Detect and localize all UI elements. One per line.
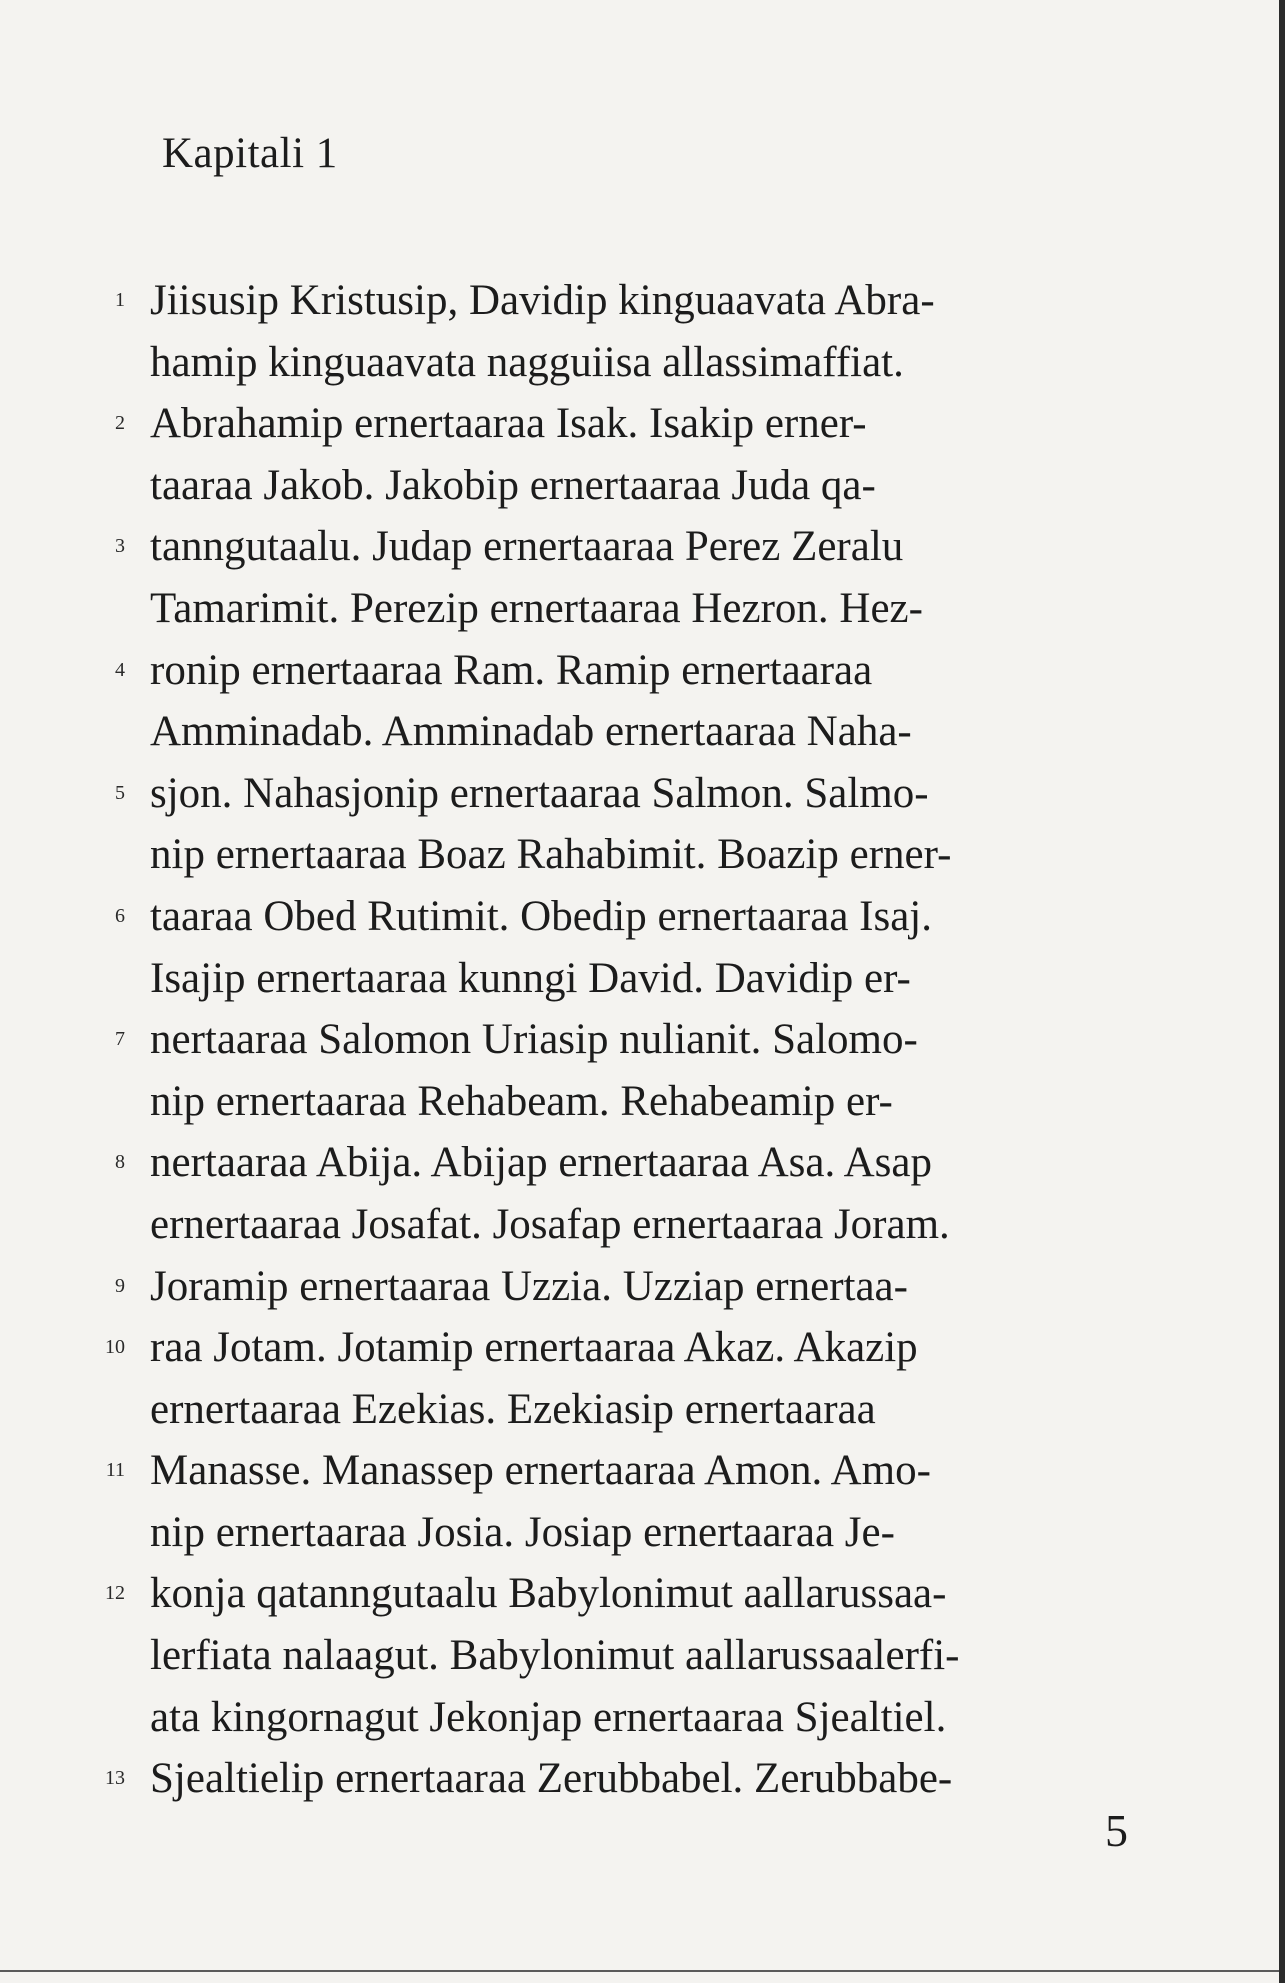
verse-number: 5 [115, 781, 125, 804]
text-line [115, 1132, 1110, 1194]
line-text: nip ernertaaraa Rehabeam. Rehabeamip er- [150, 1077, 893, 1125]
verse-text-block [105, 270, 1110, 1810]
text-line [150, 1625, 1110, 1687]
line-text: nip ernertaaraa Josia. Josiap ernertaaraa Je- [150, 1508, 895, 1556]
verse-number: 10 [105, 1336, 125, 1359]
text-line [105, 1440, 1110, 1502]
text-line [150, 948, 1110, 1010]
text-line [115, 886, 1110, 948]
text-line [150, 824, 1110, 886]
page-edge [1279, 0, 1285, 1983]
line-text: Tamarimit. Perezip ernertaaraa Hezron. Hez- [150, 584, 923, 632]
text-line [150, 1687, 1110, 1749]
text-line [115, 1256, 1110, 1318]
text-line [150, 1502, 1110, 1564]
chapter-title: Kapitali 1 [162, 130, 338, 177]
text-line [150, 1071, 1110, 1133]
verse-number: 4 [115, 658, 125, 681]
text-line [150, 455, 1110, 517]
verse-number: 3 [115, 535, 125, 558]
verse-number: 2 [115, 412, 125, 435]
line-text: nertaaraa Salomon Uriasip nulianit. Salomo- [150, 1016, 918, 1064]
line-text: hamip kinguaavata nagguiisa allassimaffiat. [150, 338, 904, 386]
line-text: tanngutaalu. Judap ernertaaraa Perez Zeralu [150, 523, 904, 571]
line-text: Abrahamip ernertaaraa Isak. Isakip erner- [150, 400, 867, 448]
verse-number: 11 [105, 1459, 125, 1482]
text-line [105, 1563, 1110, 1625]
line-text: taaraa Jakob. Jakobip ernertaaraa Juda qa- [150, 461, 876, 509]
line-text: Amminadab. Amminadab ernertaaraa Naha- [150, 708, 912, 756]
line-text: Sjealtielip ernertaaraa Zerubbabel. Zerubbabe- [150, 1755, 953, 1803]
text-line [150, 701, 1110, 763]
text-line [105, 1317, 1110, 1379]
line-text: nertaaraa Abija. Abijap ernertaaraa Asa. Asap [150, 1139, 932, 1187]
line-text: raa Jotam. Jotamip ernertaaraa Akaz. Akazip [150, 1324, 918, 1372]
bottom-rule [0, 1970, 1285, 1972]
verse-number: 1 [115, 289, 125, 311]
verse-number: 12 [105, 1582, 125, 1605]
page-number: 5 [1105, 1805, 1128, 1856]
text-line [115, 1009, 1110, 1071]
line-text: Jiisusip Kristusip, Davidip kinguaavata Abra- [150, 277, 935, 324]
line-text: Isajip ernertaaraa kunngi David. Davidip er- [150, 954, 911, 1002]
text-line [115, 763, 1110, 825]
line-text: lerfiata nalaagut. Babylonimut aallarussaalerfi- [150, 1632, 960, 1680]
text-line [115, 640, 1110, 702]
verse-number: 13 [105, 1767, 125, 1790]
line-text: ronip ernertaaraa Ram. Ramip ernertaaraa [150, 646, 873, 694]
text-line [115, 270, 1110, 332]
line-text: Joramip ernertaaraa Uzzia. Uzziap ernertaa- [150, 1262, 908, 1310]
line-text: ernertaaraa Ezekias. Ezekiasip ernertaaraa [150, 1385, 876, 1433]
verse-number: 8 [115, 1151, 125, 1174]
verse-number: 9 [115, 1274, 125, 1297]
text-line [150, 1194, 1110, 1256]
text-line [105, 1748, 1110, 1810]
text-line [150, 1379, 1110, 1441]
text-line [150, 332, 1110, 394]
line-text: Manasse. Manassep ernertaaraa Amon. Amo- [150, 1447, 931, 1495]
line-text: ata kingornagut Jekonjap ernertaaraa Sjealtiel. [150, 1693, 947, 1741]
line-text: taaraa Obed Rutimit. Obedip ernertaaraa Isaj. [150, 892, 932, 940]
text-line [115, 516, 1110, 578]
text-line [115, 393, 1110, 455]
line-text: konja qatanngutaalu Babylonimut aallarussaa- [150, 1570, 947, 1618]
verse-number: 6 [115, 904, 125, 927]
line-text: nip ernertaaraa Boaz Rahabimit. Boazip erner- [150, 831, 952, 879]
verse-number: 7 [115, 1028, 125, 1051]
line-text: ernertaaraa Josafat. Josafap ernertaaraa Joram. [150, 1200, 950, 1248]
text-line [150, 578, 1110, 640]
line-text: sjon. Nahasjonip ernertaaraa Salmon. Salmo- [150, 769, 929, 817]
